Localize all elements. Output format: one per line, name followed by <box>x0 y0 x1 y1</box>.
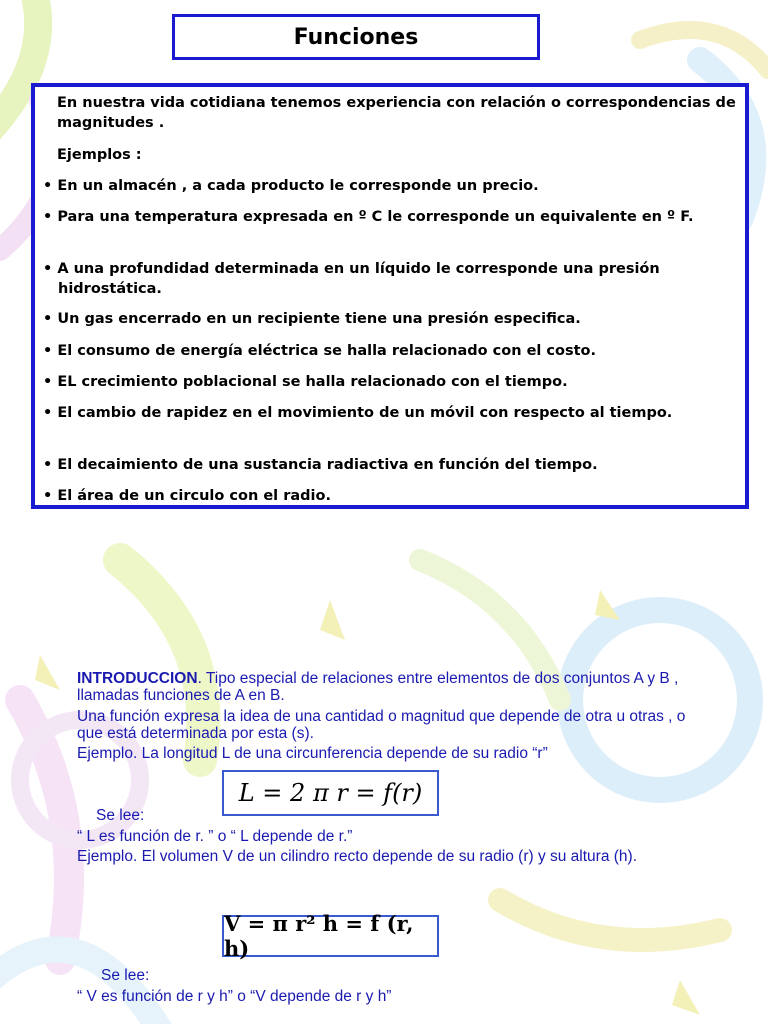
intro-example-1: Ejemplo. La longitud L de una circunferencia depende de su radio “r” <box>77 745 548 762</box>
page-title: Funciones <box>172 14 540 60</box>
list-item: • A una profundidad determinada en un líquido le corresponde una presión hidrostática. <box>43 261 660 297</box>
list-item: • El consumo de energía eléctrica se halla relacionado con el costo. <box>43 343 597 359</box>
reading-2: “ V es función de r y h” o “V depende de r y h” <box>77 988 392 1005</box>
intro-example-2: Ejemplo. El volumen V de un cilindro recto depende de su radio (r) y su altura (h). <box>77 848 638 865</box>
list-item: • El cambio de rapidez en el movimiento de un móvil con respecto al tiempo. <box>43 405 673 421</box>
examples-box <box>31 83 749 509</box>
list-item: • EL crecimiento poblacional se halla relacionado con el tiempo. <box>43 374 568 390</box>
formula-circumference: L = 2 π r = f(r) <box>222 770 439 816</box>
intro-heading: INTRODUCCION <box>77 670 198 687</box>
list-item: • El decaimiento de una sustancia radiactiva en función del tiempo. <box>43 457 598 473</box>
intro-heading-rest: . Tipo especial de relaciones entre elementos de dos conjuntos A y B , llamadas funciones de A en B. <box>77 670 679 704</box>
intro-paragraph <box>77 670 697 704</box>
intro-line: En nuestra vida cotidiana tenemos experiencia con relación o correspondencias de magnitudes . <box>57 95 736 131</box>
reading-1: “ L es función de r. ” o “ L depende de r.” <box>77 828 353 845</box>
intro-definition: Una función expresa la idea de una cantidad o magnitud que depende de otra u otras , o que está determinada por esta (s). <box>77 708 686 742</box>
list-item: • Para una temperatura expresada en º C le corresponde un equivalente en º F. <box>43 209 694 225</box>
se-lee-label-1: Se lee: <box>96 807 145 824</box>
se-lee-label-2: Se lee: <box>101 967 150 984</box>
list-item: • En un almacén , a cada producto le corresponde un precio. <box>43 178 539 194</box>
examples-label: Ejemplos : <box>57 147 142 163</box>
list-item: • Un gas encerrado en un recipiente tiene una presión especifica. <box>43 311 581 327</box>
list-item: • El área de un circulo con el radio. <box>43 488 331 504</box>
formula-volume: V = π r² h = f (r, h) <box>222 915 439 957</box>
